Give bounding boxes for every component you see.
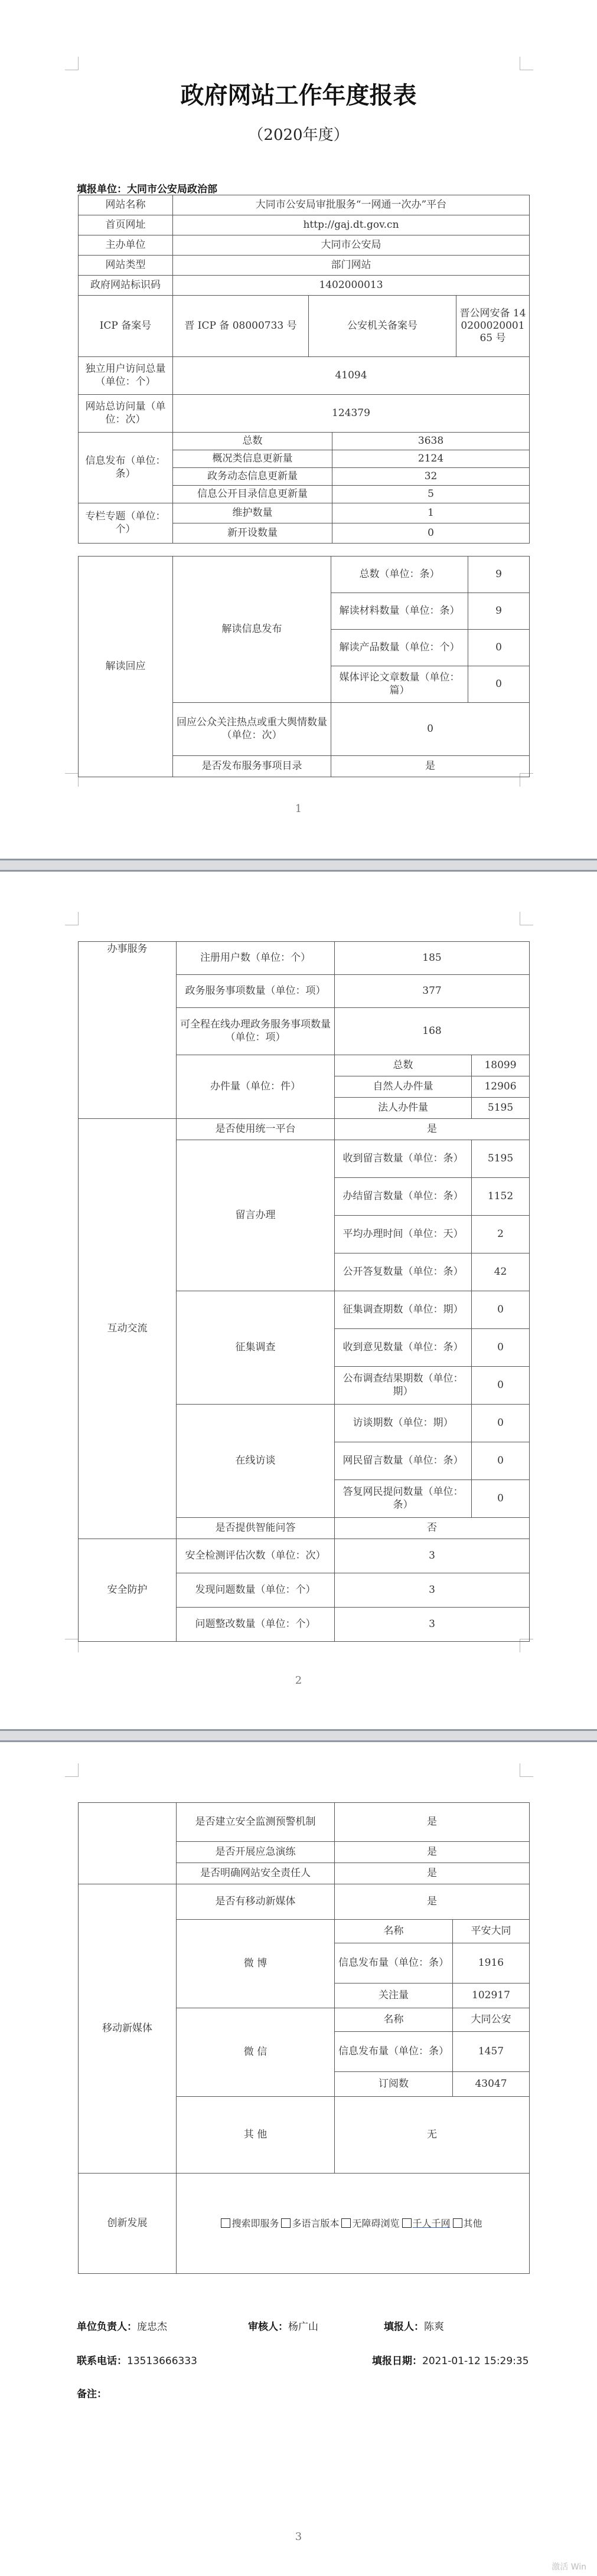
os-watermark: 激活 Win [552, 2562, 586, 2572]
remarks: 备注： [77, 2388, 107, 2400]
cell-label: 名称 [335, 1920, 453, 1943]
cell-label: 信息公开目录信息更新量 [173, 486, 332, 503]
cell-label: 网站总访问量（单位：次） [79, 395, 173, 433]
cell-value: 是 [335, 1863, 530, 1884]
cell-label: 办件量（单位：件） [177, 1055, 335, 1119]
cell-value: 是 [331, 756, 530, 777]
cell-label: 微 信 [177, 2008, 335, 2097]
page-subtitle: （2020年度） [248, 126, 349, 144]
cell-value: 部门网站 [173, 256, 530, 276]
margin-mark [520, 912, 533, 925]
page-number: 2 [295, 1674, 302, 1687]
cell-label: 维护数量 [173, 503, 332, 523]
cell-label: 网站名称 [79, 195, 173, 215]
cell-label: 名称 [335, 2008, 453, 2032]
contact-phone: 联系电话：13513666333 [77, 2355, 197, 2367]
table-row [79, 1119, 530, 1140]
cell-label: 专栏专题（单位：个） [79, 503, 173, 544]
cell-value: 0 [472, 1405, 530, 1442]
fill-unit: 填报单位：大同市公安局政治部 [77, 184, 217, 195]
innovation-options [177, 2174, 530, 2274]
report-table-4 [78, 556, 530, 777]
page-title: 政府网站工作年度报表 [180, 82, 417, 109]
cell-value: 0 [472, 1291, 530, 1329]
cell-value: 平安大同 [453, 1920, 530, 1943]
cell-label: 是否明确网站安全责任人 [177, 1863, 335, 1884]
table-row [79, 215, 530, 235]
table-row [79, 235, 530, 256]
cell-label: 法人办件量 [335, 1098, 472, 1119]
cell-value: 大同市公安局审批服务“一网通一次办”平台 [173, 195, 530, 215]
cell-value: 无 [335, 2097, 530, 2174]
cell-label: 安全检测评估次数（单位：次） [177, 1539, 335, 1573]
table-row [79, 942, 530, 975]
table-row [79, 276, 530, 296]
option-other[interactable]: 其他 [453, 2218, 482, 2229]
cell-value: 大同市公安局 [173, 235, 530, 256]
cell-label: 总数 [335, 1055, 472, 1076]
cell-value: 晋 ICP 备 08000733 号 [173, 296, 309, 357]
cell-label: 是否有移动新媒体 [177, 1884, 335, 1920]
cell-value: 大同公安 [453, 2008, 530, 2032]
cell-label: 公布调查结果期数（单位：期） [335, 1367, 472, 1405]
cell-label: 是否使用统一平台 [177, 1119, 335, 1140]
cell-value: 2 [472, 1216, 530, 1253]
page-number: 1 [295, 803, 302, 815]
cell-label: 主办单位 [79, 235, 173, 256]
cell-label: 创新发展 [79, 2174, 177, 2274]
cell-label: 收到留言数量（单位：条） [335, 1140, 472, 1178]
cell-label: ICP 备案号 [79, 296, 173, 357]
cell-value: 2124 [332, 450, 530, 468]
cell-value: 41094 [173, 357, 530, 395]
cell-value: 3638 [332, 433, 530, 450]
cell-value: 0 [472, 1329, 530, 1367]
cell-label: 网站类型 [79, 256, 173, 276]
cell-value: 185 [335, 942, 530, 975]
cell-value: 1402000013 [173, 276, 530, 296]
cell-value: 0 [468, 666, 530, 703]
cell-value: 3 [335, 1608, 530, 1642]
cell-value: 0 [472, 1442, 530, 1480]
page-number: 3 [295, 2531, 302, 2543]
cell-label: 是否建立安全监测预警机制 [177, 1803, 335, 1842]
cell-label: 其 他 [177, 2097, 335, 2174]
cell-value: 0 [472, 1367, 530, 1405]
cell-value: 168 [335, 1008, 530, 1055]
table-row [79, 1803, 530, 1842]
cell-label: 公开答复数量（单位：条） [335, 1253, 472, 1291]
cell-value: 1 [332, 503, 530, 523]
checkbox-icon[interactable] [341, 2218, 351, 2228]
option-personalized[interactable]: 千人千网 [402, 2218, 451, 2229]
cell-label: 新开设数量 [173, 523, 332, 544]
cell-label: 发现问题数量（单位：个） [177, 1573, 335, 1608]
cell-value: 9 [468, 593, 530, 630]
cell-label: 安全防护 [79, 1539, 177, 1642]
cell-value: 晋公网安备 14020002000165 号 [456, 296, 530, 357]
cell-label: 信息发布（单位：条） [79, 433, 173, 503]
cell-label: 自然人办件量 [335, 1076, 472, 1098]
cell-label: 解读回应 [79, 557, 173, 777]
margin-mark [65, 1639, 79, 1652]
cell-value: 3 [335, 1573, 530, 1608]
cell-value: 9 [468, 557, 530, 593]
cell-label: 回应公众关注热点或重大舆情数量（单位：次） [173, 703, 331, 756]
cell-label: 问题整改数量（单位：个） [177, 1608, 335, 1642]
report-table-6 [78, 1802, 530, 2274]
cell-label: 是否开展应急演练 [177, 1842, 335, 1863]
cell-label: 留言办理 [177, 1140, 335, 1291]
cell-value: 42 [472, 1253, 530, 1291]
table-row [79, 557, 530, 593]
cell-value: 1457 [453, 2032, 530, 2072]
cell-label: 访谈期数（单位：期） [335, 1405, 472, 1442]
cell-label: 答复网民提问数量（单位：条） [335, 1480, 472, 1518]
cell-label: 解读信息发布 [173, 557, 331, 703]
checkbox-icon[interactable] [221, 2218, 230, 2228]
cell-label: 总数（单位：条） [331, 557, 468, 593]
cell-label: 在线访谈 [177, 1405, 335, 1518]
page-3 [0, 1742, 597, 2576]
cell-label: 独立用户访问总量（单位：个） [79, 357, 173, 395]
table-row [79, 395, 530, 433]
checkbox-icon[interactable] [402, 2218, 412, 2228]
cell-label: 概况类信息更新量 [173, 450, 332, 468]
cell-value: 0 [468, 630, 530, 666]
cell-value: 12906 [472, 1076, 530, 1098]
reviewer: 审核人：杨广山 [248, 2321, 318, 2333]
cell-label: 政务动态信息更新量 [173, 468, 332, 486]
cell-label: 政府网站标识码 [79, 276, 173, 296]
cell-value: 5 [332, 486, 530, 503]
cell-value: 1916 [453, 1943, 530, 1983]
cell-empty [79, 1803, 177, 1884]
cell-label: 媒体评论文章数量（单位：篇） [331, 666, 468, 703]
page-gap [0, 859, 597, 872]
page-1 [0, 0, 597, 859]
cell-value: 是 [335, 1842, 530, 1863]
option-search-service[interactable]: 搜索即服务 [221, 2218, 279, 2229]
margin-mark [65, 773, 79, 787]
checkbox-icon[interactable] [453, 2218, 462, 2228]
margin-mark [65, 57, 79, 70]
margin-mark [520, 57, 533, 70]
cell-label: 收到意见数量（单位：条） [335, 1329, 472, 1367]
margin-mark [65, 1763, 79, 1777]
fill-date: 填报日期：2021-01-12 15:29:35 [372, 2355, 529, 2367]
report-table-2 [78, 295, 530, 433]
cell-label: 网民留言数量（单位：条） [335, 1442, 472, 1480]
cell-label: 信息发布量（单位：条） [335, 2032, 453, 2072]
cell-value: 18099 [472, 1055, 530, 1076]
unit-head: 单位负责人：庞忠杰 [77, 2321, 167, 2333]
cell-value: 5195 [472, 1098, 530, 1119]
cell-label: 是否提供智能问答 [177, 1518, 335, 1539]
report-table-1 [78, 195, 530, 296]
cell-value: 377 [335, 975, 530, 1008]
table-row [79, 2174, 530, 2274]
cell-label: 平均办理时间（单位：天） [335, 1216, 472, 1253]
page-2 [0, 872, 597, 1729]
cell-label: 信息发布量（单位：条） [335, 1943, 453, 1983]
table-row [79, 256, 530, 276]
report-table-5 [78, 941, 530, 1642]
cell-label: 办结留言数量（单位：条） [335, 1178, 472, 1216]
cell-label: 总数 [173, 433, 332, 450]
cell-label: 微 博 [177, 1920, 335, 2008]
cell-value: 是 [335, 1119, 530, 1140]
filler: 填报人：陈爽 [384, 2321, 444, 2333]
table-row [79, 357, 530, 395]
cell-label: 是否发布服务事项目录 [173, 756, 331, 777]
option-accessibility[interactable]: 无障碍浏览 [341, 2218, 399, 2229]
cell-value: http://gaj.dt.gov.cn [173, 215, 530, 235]
cell-value: 1152 [472, 1178, 530, 1216]
page-gap [0, 1729, 597, 1742]
checkbox-icon[interactable] [281, 2218, 291, 2228]
cell-label: 注册用户数（单位：个） [177, 942, 335, 975]
cell-value: 5195 [472, 1140, 530, 1178]
cell-label: 公安机关备案号 [309, 296, 456, 357]
cell-label: 解读材料数量（单位：条） [331, 593, 468, 630]
table-row [79, 1539, 530, 1573]
cell-value: 0 [332, 523, 530, 544]
cell-value: 43047 [453, 2072, 530, 2097]
cell-value: 是 [335, 1884, 530, 1920]
cell-value: 124379 [173, 395, 530, 433]
cell-label: 征集调查 [177, 1291, 335, 1405]
margin-mark [520, 1763, 533, 1777]
cell-label: 办事服务 [79, 942, 177, 1119]
cell-label: 政务服务事项数量（单位：项） [177, 975, 335, 1008]
margin-mark [65, 912, 79, 925]
table-row [79, 503, 530, 523]
cell-label: 首页网址 [79, 215, 173, 235]
cell-value: 102917 [453, 1983, 530, 2008]
table-row [79, 433, 530, 450]
cell-label: 移动新媒体 [79, 1884, 177, 2174]
cell-value: 是 [335, 1803, 530, 1842]
cell-label: 可全程在线办理政务服务事项数量（单位：项） [177, 1008, 335, 1055]
cell-label: 互动交流 [79, 1119, 177, 1539]
cell-label: 征集调查期数（单位：期） [335, 1291, 472, 1329]
cell-value: 3 [335, 1539, 530, 1573]
cell-value: 否 [335, 1518, 530, 1539]
table-row [79, 195, 530, 215]
cell-label: 关注量 [335, 1983, 453, 2008]
table-row [79, 296, 530, 357]
cell-label: 订阅数 [335, 2072, 453, 2097]
cell-label: 解读产品数量（单位：个） [331, 630, 468, 666]
option-multilingual[interactable]: 多语言版本 [281, 2218, 339, 2229]
cell-value: 0 [472, 1480, 530, 1518]
table-row [79, 1884, 530, 1920]
cell-value: 0 [331, 703, 530, 756]
report-table-3 [78, 432, 530, 544]
cell-value: 32 [332, 468, 530, 486]
